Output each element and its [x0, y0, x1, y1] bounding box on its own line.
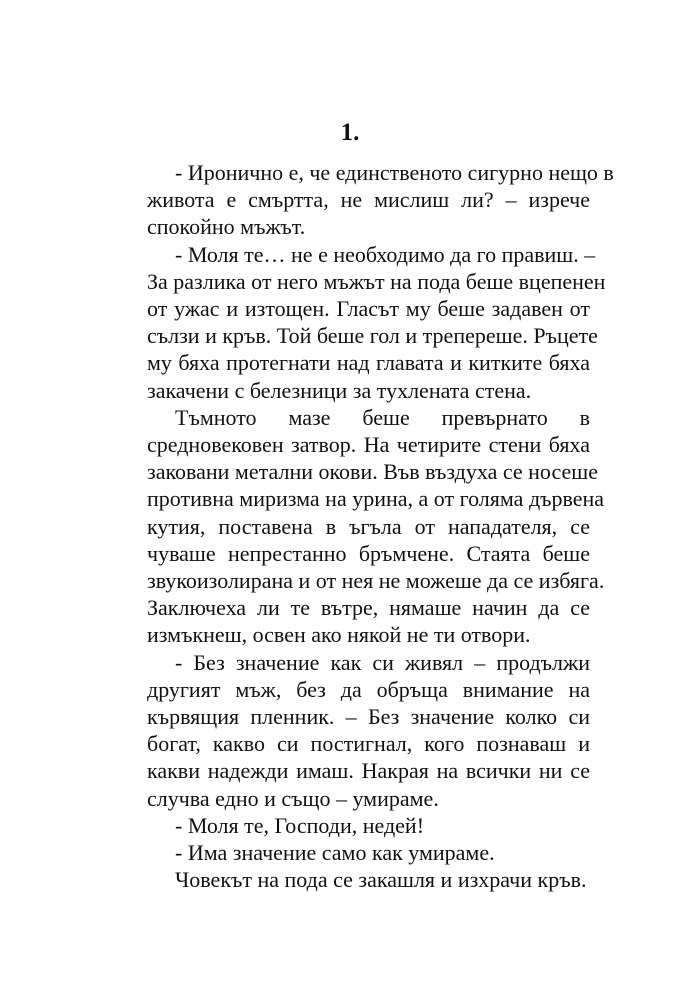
paragraph [119, 812, 590, 839]
text-line: - Моля те, Господи, недей! [175, 812, 425, 838]
text-line: Човекът на пода се закашля и изхрачи кръв. [175, 867, 587, 893]
text-line: кутия, поставена в ъгъла от нападателя, се [147, 513, 590, 539]
text-line: богат, какво си постигнал, кого познаваш и [147, 731, 590, 757]
text-line: му бяха протегнати над главата и китките бяха [147, 350, 590, 376]
text-line: кървящия пленник. – Без значение колко си [147, 704, 590, 730]
text-line: противна миризма на урина, а от голяма дървена [147, 486, 605, 512]
paragraph [119, 839, 590, 866]
text-line: спокойно мъжът. [147, 214, 306, 240]
text-line: сълзи и кръв. Той беше гол и трепереше. Ръцете [147, 323, 598, 349]
text-line: - Моля те… не е необходимо да го правиш. – [175, 241, 596, 267]
chapter-body [119, 159, 614, 893]
text-line: средновековен затвор. На четирите стени бяха [147, 432, 590, 458]
text-line: другият мъж, без да обръща внимание на [147, 676, 590, 702]
text-line: закачени с белезници за тухлената стена. [147, 377, 532, 403]
text-line: живота е смъртта, не мислиш ли? – изрече [147, 187, 590, 213]
text-line: Тъмното мазе беше превърнато в [175, 404, 590, 430]
text-line: какви надежди имаш. Накрая на всички ни се [147, 758, 590, 784]
text-line: заковани метални окови. Във въздуха се носеше [147, 459, 598, 485]
text-line: За разлика от него мъжът на пода беше вцепенен [147, 268, 606, 294]
text-line: Заключеха ли те вътре, нямаше начин да се [147, 595, 590, 621]
paragraph [119, 649, 590, 812]
text-line: - Иронично е, че единственото сигурно нещо в [175, 160, 614, 185]
text-line: от ужас и изтощен. Гласът му беше задавен от [147, 296, 590, 322]
paragraph [119, 866, 590, 893]
chapter-heading: 1. [340, 119, 360, 146]
text-line: чуваше непрестанно бръмчене. Стаята беше [147, 540, 590, 566]
text-line: - Има значение само как умираме. [175, 840, 495, 866]
text-line: измъкнеш, освен ако някой не ти отвори. [147, 622, 531, 648]
paragraph [119, 404, 605, 649]
paragraph [119, 241, 606, 404]
text-line: - Без значение как си живял – продължи [175, 649, 590, 675]
text-line: случва едно и също – умираме. [147, 785, 439, 811]
paragraph [119, 159, 614, 241]
text-line: звукоизолирана и от нея не можеше да се избяга. [147, 568, 605, 594]
